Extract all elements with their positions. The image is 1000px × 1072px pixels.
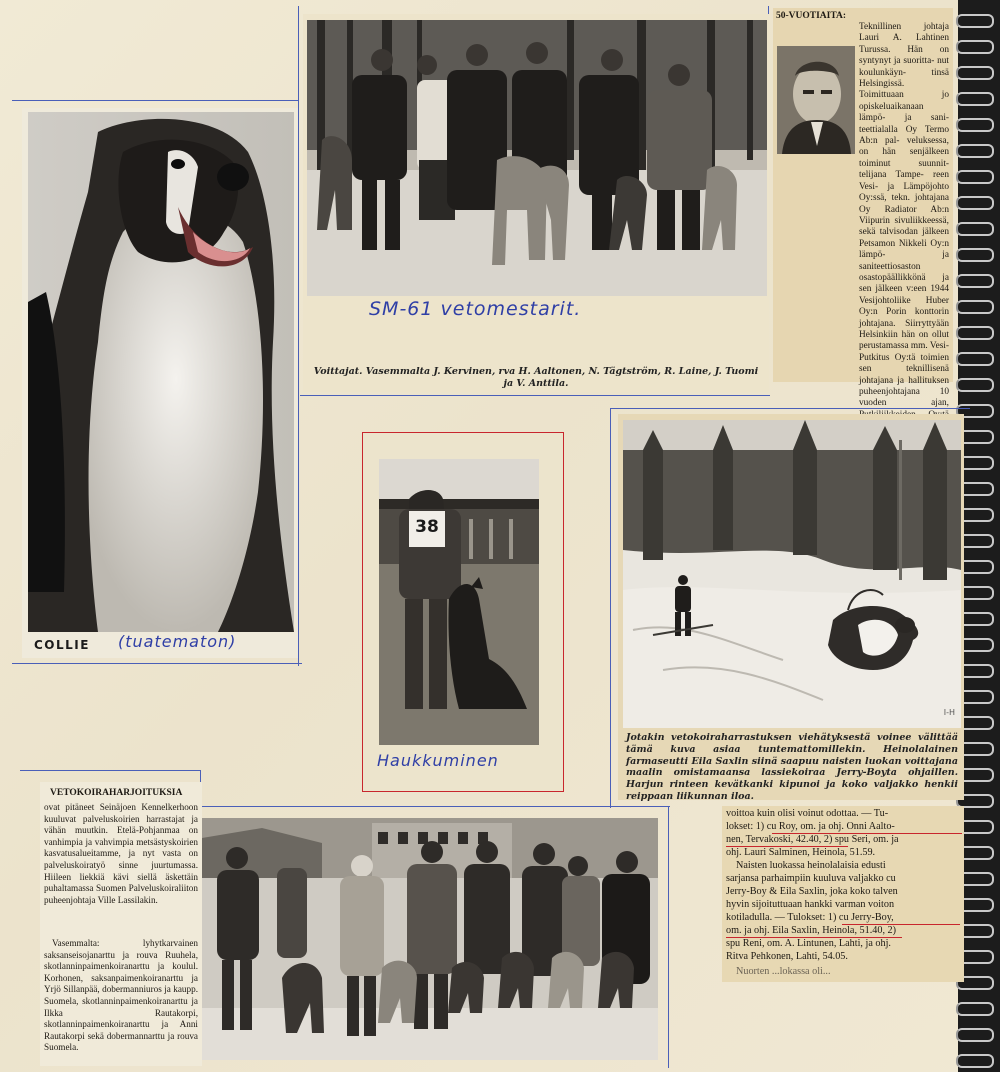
- haukkuminen-handwritten-note: Haukkuminen: [377, 751, 499, 770]
- binding-ring: [956, 1054, 994, 1068]
- blue-rule: [300, 395, 770, 396]
- binding-ring: [956, 274, 994, 288]
- group-dogs-photo: [202, 818, 658, 1060]
- ski-clipping: [618, 414, 964, 800]
- results-line: Nuorten ...lokassa oli...: [736, 966, 831, 977]
- results-line: Jerry-Boy & Eila Saxlin, joka koko talven: [726, 886, 898, 897]
- red-underline: [772, 833, 962, 834]
- team-clipping: [303, 14, 769, 392]
- team-photo: [307, 20, 767, 296]
- binding-ring: [956, 92, 994, 106]
- results-line: nen, Tervakoski, 42.40, 2) spu Seri, om. ja: [726, 834, 899, 845]
- results-line: kotiladulla. — Tulokset: 1) cu Jerry-Boy,: [726, 912, 894, 923]
- binding-ring: [956, 40, 994, 54]
- binding-ring: [956, 196, 994, 210]
- ski-caption: Jotakin vetokoiraharrastuksen viehätyksestä voinee välittää tämä kuva asiaa tuntemattomillekin. Heinolalainen farmaseutti Eila Saxlin siinä saapuu naisten luokan voittajana maalin omistamaansa lassiekoiraa Jerry-Boyta ohjaillen. Harjun rinteen kevätkanki kipunoi ja koko valjakko henkii reippaan liikunnan iloa.: [626, 732, 958, 802]
- binding-ring: [956, 326, 994, 340]
- red-underline: [726, 846, 848, 847]
- team-handwritten-note: SM-61 vetomestarit.: [369, 298, 582, 320]
- binding-ring: [956, 66, 994, 80]
- results-line: Naisten luokassa heinolalaisia edusti: [736, 860, 886, 871]
- blue-rule: [610, 408, 611, 808]
- results-line: sarjansa parhaimpiin kuuluva valjakko cu: [726, 873, 896, 884]
- portrait-photo: [777, 46, 855, 154]
- binding-ring: [956, 378, 994, 392]
- training-heading: VETOKOIRAHARJOITUKSIA: [50, 788, 183, 798]
- results-line: lokset: 1) cu Roy, om. ja ohj. Onni Aalto-: [726, 821, 895, 832]
- collie-label: COLLIE: [34, 638, 90, 652]
- collie-clipping: [22, 108, 298, 658]
- blue-rule: [20, 770, 200, 771]
- collie-handwritten-note: (tuatematon): [118, 632, 237, 651]
- blue-rule: [200, 806, 670, 807]
- binding-ring: [956, 144, 994, 158]
- blue-rule: [298, 6, 299, 666]
- blue-rule: [12, 663, 302, 664]
- spiral-binding: [958, 0, 1000, 1072]
- haukkuminen-clipping: [362, 432, 564, 792]
- training-article: [40, 782, 202, 1066]
- collie-photo: [28, 112, 294, 632]
- binding-ring: [956, 352, 994, 366]
- results-line: om. ja ohj. Eila Saxlin, Heinola, 51.40, 2): [726, 925, 897, 936]
- birthday-article: [773, 8, 953, 409]
- red-underline: [726, 937, 902, 938]
- binding-ring: [956, 1002, 994, 1016]
- training-paragraph-2: Vasemmalta: lyhytkarvainen saksanseisojanarttu ja rouva Ruuhela, skotlanninpaimenkoiranarttu ja koulul. Korhonen, saksanpaimenkoiranarttu ja Yrjö Sillanpää, dobermanniuros ja kaupp. Suomela, skotlanninpaimenkoiranarttu ja Ilkka Rautakorpi, skotlanninpaimenkoiranarttu ja Anni Rautakorpi sekä dobermannarttu ja rouva Suomela.: [44, 938, 198, 1053]
- binding-ring: [956, 222, 994, 236]
- results-line: ohj. Lauri Salminen, Heinola, 51.59.: [726, 847, 876, 858]
- binding-ring: [956, 14, 994, 28]
- results-article: [722, 806, 964, 982]
- article-body: Teknillinen johtaja Lauri A. Lahtinen Turussa. Hän on syntynyt ja suoritta- nut koulunkäyn- tinsä Helsingissä. Toimittuaan jo opiskeluaikanaan lämpö- ja sani- teettialalla Oy Termo Ab:n pal- veluksessa, on hän senjälkeen toiminut suunnit- telijana Tampe- reen Vesi- ja Lämpöjohto Oy:ssä, tekn. johtajana Oy Radiator Ab:n Viipurin sivuliikkeessä, sekä talvisodan jälkeen Petsamon Nikkeli Oy:n lämpö- ja saniteettiosaston osastopäällikkönä ja sen jälkeen v:een 1944 Vesijohtoliike Huber Oy:n Porin konttorin johtajana. Siirryttyään Helsinkiin hän on ollut perustamassa mm. Vesi-Putkitus Oy:tä toimien sen teknillisenä johtajana ja hallituksen puheenjohtajana 10 vuoden ajan,: [859, 22, 949, 409]
- article-heading: 50-VUOTIAITA:: [776, 11, 847, 21]
- binding-ring: [956, 118, 994, 132]
- blue-rule: [668, 806, 669, 1068]
- ski-photo: [623, 420, 961, 728]
- bib-number: 38: [415, 517, 439, 537]
- binding-ring: [956, 170, 994, 184]
- binding-ring: [956, 248, 994, 262]
- red-underline: [842, 924, 960, 925]
- results-line: Ritva Pehkonen, Lahti, 54.05.: [726, 951, 848, 962]
- photo-credit: I-H: [943, 708, 955, 717]
- team-caption: Voittajat. Vasemmalta J. Kervinen, rva H. Aaltonen, N. Tägtström, R. Laine, J. Tuomi ja V. Anttila.: [313, 366, 759, 389]
- barking-photo: [379, 459, 539, 745]
- blue-rule: [12, 100, 298, 101]
- results-line: voittoa kuin olisi voinut odottaa. — Tu-: [726, 808, 889, 819]
- binding-ring: [956, 300, 994, 314]
- results-line: hyvin sijoituttuaan hankki varman voiton: [726, 899, 895, 910]
- results-line: spu Reni, om. A. Lintunen, Lahti, ja ohj.: [726, 938, 891, 949]
- binding-ring: [956, 1028, 994, 1042]
- training-paragraph-1: ovat pitäneet Seinäjoen Kennelkerhoon kuuluvat palveluskoirien harrastajat ja vähän muutkin. Etelä-Pohjanmaa on vanhimpia ja vahvimpia metsästyskoirien kasvatusalueitamme, ja nyt vasta on palveluskoiratyö sinne juurtumassa. Hiileen liekkiä kävi siellä äskettäin puhaltamassa Suomen Palveluskoiraliiton puheenjohtaja Ville Lassilakin.: [44, 802, 198, 905]
